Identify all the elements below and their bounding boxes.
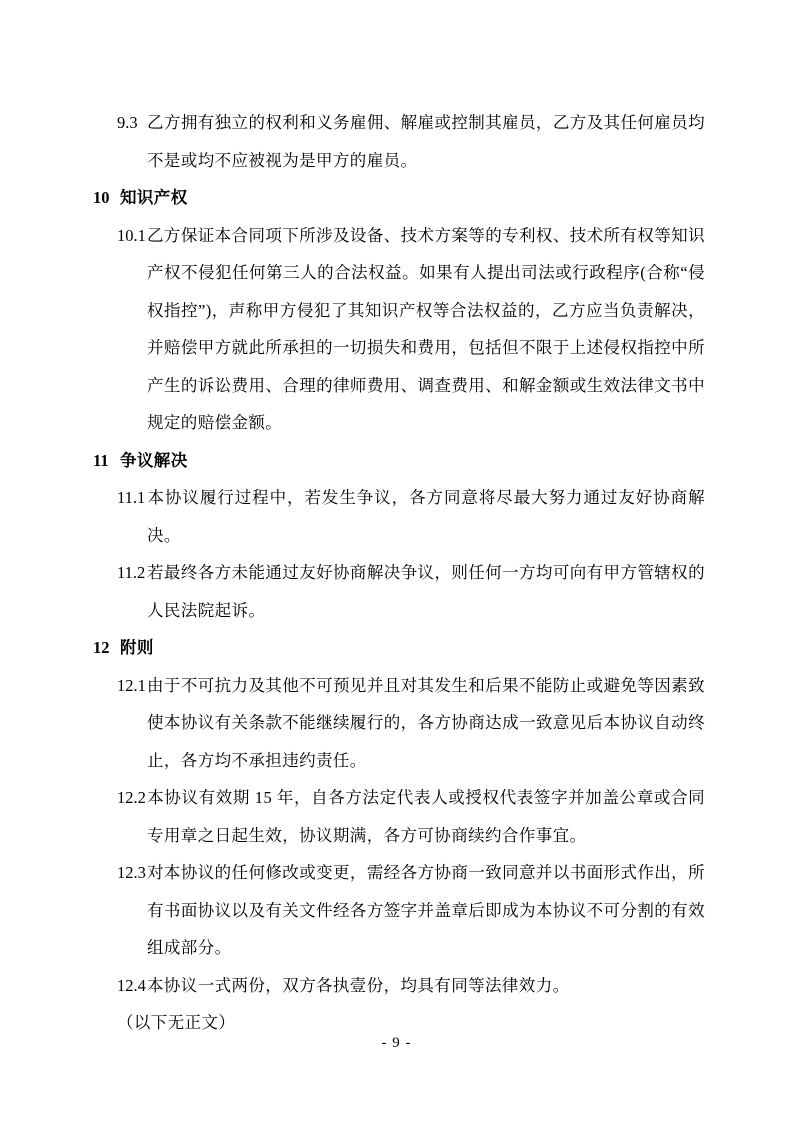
clause-text: 对本协议的任何修改或变更，需经各方协商一致同意并以书面形式作出，所有书面协议以及有关文件经各方签字并盖章后即成为本协议不可分割的有效组成部分。 <box>147 863 705 957</box>
section-heading <box>93 629 705 667</box>
clause-text: 本协议一式两份，双方各执壹份，均具有同等法律效力。 <box>147 975 570 995</box>
clause-number: 12.3 <box>117 863 146 882</box>
section-number: 12 <box>93 638 110 657</box>
section-title: 知识产权 <box>120 188 188 207</box>
clause-paragraph <box>117 217 705 442</box>
clause-paragraph <box>117 854 705 967</box>
clause-text: 若最终各方未能通过友好协商解决争议，则任何一方均可向有甲方管辖权的人民法院起诉。 <box>147 563 705 620</box>
clause-paragraph <box>117 104 705 179</box>
section-heading <box>93 179 705 217</box>
clause-paragraph <box>117 479 705 554</box>
clause-paragraph <box>117 779 705 854</box>
clause-text: 由于不可抗力及其他不可预见并且对其发生和后果不能防止或避免等因素致使本协议有关条款不能继续履行的，各方协商达成一致意见后本协议自动终止，各方均不承担违约责任。 <box>147 675 705 770</box>
section-title: 争议解决 <box>120 450 188 470</box>
clause-number: 12.4 <box>117 975 146 995</box>
page-footer <box>0 1033 793 1053</box>
clause-number: 11.2 <box>117 563 146 582</box>
clause-number: 9.3 <box>117 113 138 132</box>
section-number: 10 <box>93 188 110 207</box>
clause-text: 本协议履行过程中，若发生争议，各方同意将尽最大努力通过友好协商解决。 <box>147 488 705 545</box>
section-title: 附则 <box>120 638 154 657</box>
clause-paragraph <box>117 967 705 1005</box>
section-heading <box>93 442 705 480</box>
document-blocks <box>93 104 705 1042</box>
clause-text: （以下无正文） <box>117 1013 236 1032</box>
clause-number: 12.2 <box>117 788 146 807</box>
clause-number: 12.1 <box>117 675 146 695</box>
section-number: 11 <box>93 450 109 470</box>
clause-text: 乙方拥有独立的权利和义务雇佣、解雇或控制其雇员，乙方及其任何雇员均不是或均不应被视为是甲方的雇员。 <box>147 113 705 170</box>
clause-text: 本协议有效期 15 年，自各方法定代表人或授权代表签字并加盖公章或合同专用章之日起生效，协议期满，各方可协商续约合作事宜。 <box>147 788 705 845</box>
clause-number: 11.1 <box>117 488 146 507</box>
document-body <box>93 104 705 1042</box>
clause-paragraph <box>117 554 705 629</box>
page-number: - 9 - <box>381 1035 412 1051</box>
clause-number: 10.1 <box>117 225 146 245</box>
clause-text: 乙方保证本合同项下所涉及设备、技术方案等的专利权、技术所有权等知识产权不侵犯任何第三人的合法权益。如果有人提出司法或行政程序(合称“侵权指控”)，声称甲方侵犯了其知识产权等合法权益的，乙方应当负责解决，并赔偿甲方就此所承担的一切损失和费用，包括但不限于上述侵权指控中所产生的诉讼费用、合理的律师费用、调查费用、和解金额或生效法律文书中规定的赔偿金额。 <box>147 225 705 432</box>
clause-paragraph <box>117 667 705 780</box>
